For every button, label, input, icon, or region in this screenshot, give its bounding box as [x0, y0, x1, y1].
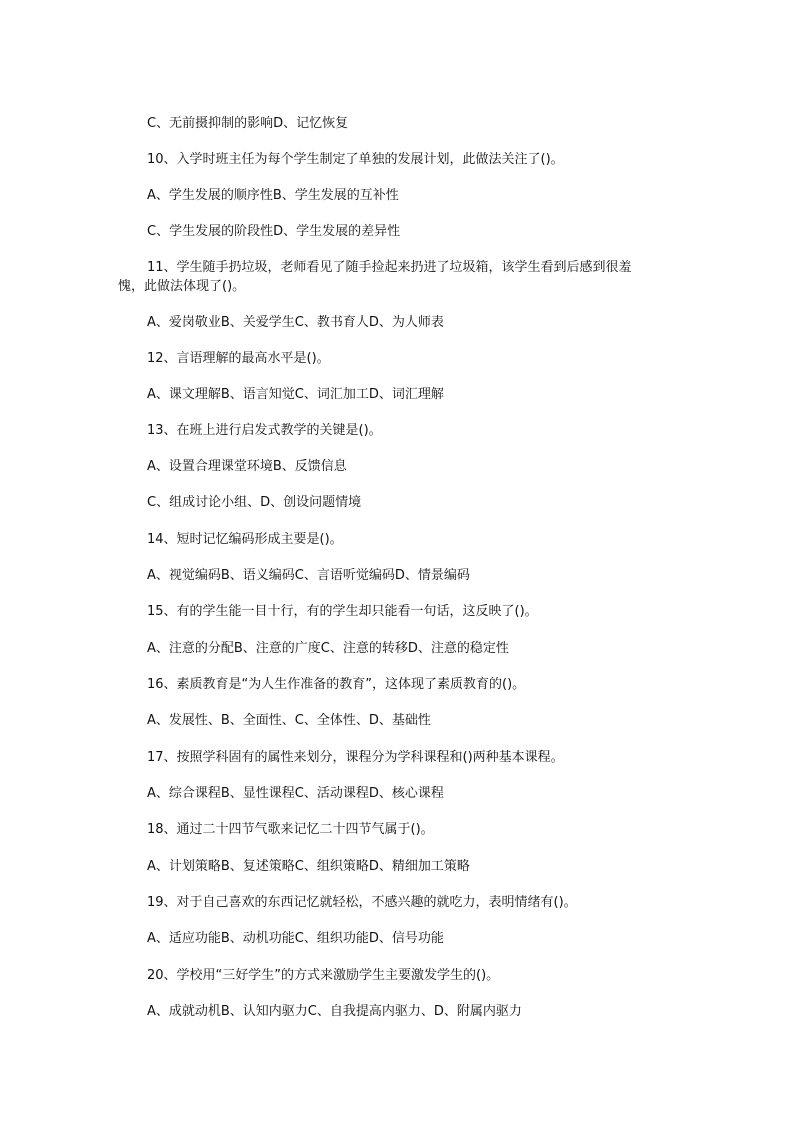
option-line-q10-cd: C、学生发展的阶段性D、学生发展的差异性: [147, 224, 401, 239]
option-line-q14: A、视觉编码B、语义编码C、言语听觉编码D、情景编码: [147, 568, 470, 583]
question-12: 12、言语理解的最高水平是()。: [147, 351, 330, 366]
question-13: 13、在班上进行启发式教学的关键是()。: [147, 423, 382, 438]
option-line-q10-ab: A、学生发展的顺序性B、学生发展的互补性: [147, 188, 399, 203]
question-10: 10、入学时班主任为每个学生制定了单独的发展计划，此做法关注了()。: [147, 152, 564, 167]
question-20: 20、学校用“三好学生”的方式来激励学生主要激发学生的()。: [147, 968, 500, 983]
option-line-q12: A、课文理解B、语言知觉C、词汇加工D、词汇理解: [147, 387, 444, 402]
option-line-q9-cd: C、无前摄抑制的影响D、记忆恢复: [147, 116, 349, 131]
option-line-q16: A、发展性、B、全面性、C、全体性、D、基础性: [147, 713, 431, 728]
option-line-q19: A、适应功能B、动机功能C、组织功能D、信号功能: [147, 931, 444, 946]
option-line-q13-cd: C、组成讨论小组、D、创设问题情境: [147, 495, 362, 510]
question-11-line-1: 11、学生随手扔垃圾，老师看见了随手捡起来扔进了垃圾箱，该学生看到后感到很羞: [147, 260, 632, 275]
option-line-q13-ab: A、设置合理课堂环境B、反馈信息: [147, 459, 347, 474]
question-18: 18、通过二十四节气歌来记忆二十四节气属于()。: [147, 822, 434, 837]
question-19: 19、对于自己喜欢的东西记忆就轻松，不感兴趣的就吃力，表明情绪有()。: [147, 895, 577, 910]
option-line-q20: A、成就动机B、认知内驱力C、自我提高内驱力、D、附属内驱力: [147, 1004, 522, 1019]
question-11-line-2: 愧，此做法体现了()。: [118, 279, 246, 294]
question-17: 17、按照学科固有的属性来划分，课程分为学科课程和()两种基本课程。: [147, 750, 564, 765]
option-line-q15: A、注意的分配B、注意的广度C、注意的转移D、注意的稳定性: [147, 641, 509, 656]
option-line-q18: A、计划策略B、复述策略C、组织策略D、精细加工策略: [147, 859, 470, 874]
option-line-q17: A、综合课程B、显性课程C、活动课程D、核心课程: [147, 786, 444, 801]
question-14: 14、短时记忆编码形成主要是()。: [147, 532, 343, 547]
option-line-q11: A、爱岗敬业B、关爱学生C、教书育人D、为人师表: [147, 315, 444, 330]
question-15: 15、有的学生能一目十行，有的学生却只能看一句话，这反映了()。: [147, 604, 538, 619]
question-16: 16、素质教育是“为人生作准备的教育”，这体现了素质教育的()。: [147, 677, 526, 692]
